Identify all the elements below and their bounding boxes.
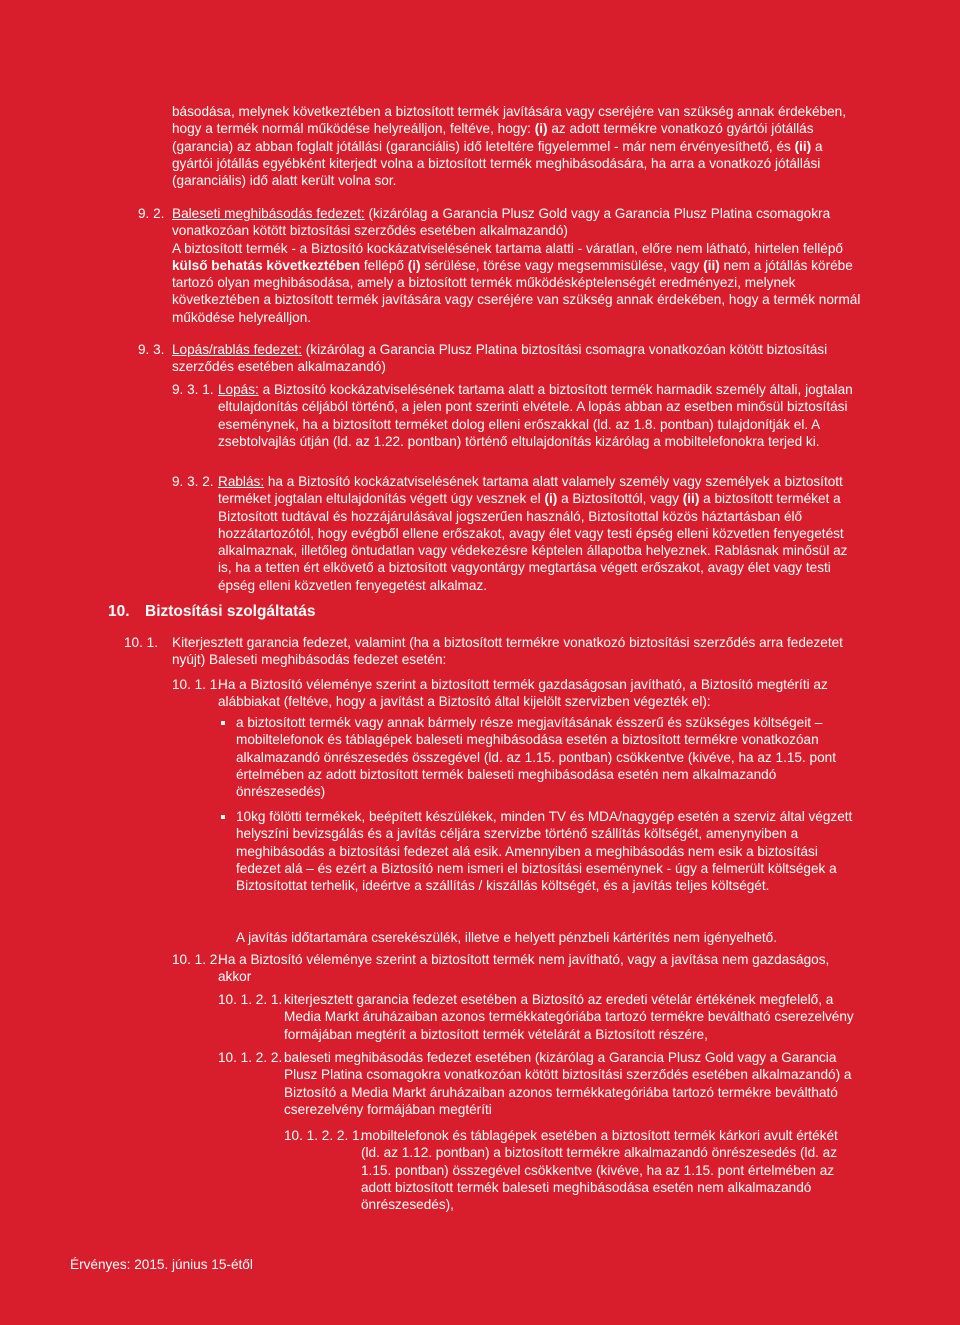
section-9-2-body-3: sérülése, törése vagy megsemmisülése, vagy: [420, 257, 704, 273]
section-9-3-2: [218, 473, 858, 594]
validity-footer: Érvényes: 2015. június 15-étől: [70, 1257, 253, 1272]
section-10-title: Biztosítási szolgáltatás: [145, 603, 316, 620]
section-9-3-1-title: Lopás:: [218, 382, 259, 397]
section-9-2-marker-i: (i): [407, 257, 421, 273]
section-10-1-1-text: Ha a Biztosító véleménye szerint a biztosított termék gazdaságosan javítható, a Biztosító megtéríti az alábbiakat (feltéve, hogy a javítást a Biztosító által kijelölt szervizben végezték el):: [218, 677, 828, 710]
section-10-1: [172, 634, 862, 669]
section-10-1-2-2-text: baleseti meghibásodás fedezet esetében (kizárólag a Garancia Plusz Gold vagy a Garancia Plusz Platina csomagokra vonatkozóan kötött biztosítási szerződés esetében alkalmazandó) a Biztosító a Media Markt áruházaiban azonos termékkategóriába tartozó termékre beváltható cserezelvény formájában megtéríti: [284, 1050, 852, 1117]
section-10-1-number: 10. 1.: [124, 635, 159, 650]
section-9-3-2-marker-ii: (ii): [682, 491, 700, 507]
section-10-1-2-1: [284, 991, 859, 1043]
intro-text-1: básodása, melynek következtében a biztosított termék javítására vagy cseréjére van szükség annak érdekében, hogy a termék normál működése helyreálljon, feltéve, hogy:: [172, 104, 847, 137]
bullet-icon: [221, 721, 225, 725]
section-9-2-bold: külső behatás következtében: [172, 257, 361, 273]
section-10-1-1: [218, 676, 858, 711]
section-10-1-2-1-number: 10. 1. 2. 1.: [218, 992, 283, 1007]
bullet-item-2-text: 10kg fölötti termékek, beépített készülékek, minden TV és MDA/nagygép esetén a szerviz által végzett helyszíni bevizsgálás és a javítás céljára szervizbe történő szállítás költségét, amenynyiben a meghibásodás a biztosítási fedezet alá esik. Amennyiben a meghibásodás nem esik a biztosítási fedezet alá – és ezért a Biztosító nem ismeri el biztosítási eseménynek - úgy a felmerült költségek a Biztosítottat terhelik, ideértve a szállítás / kiszállás költségét, és a javítás teljes költségét.: [236, 809, 853, 894]
section-9-2-lead: (kizárólag a Garancia Plusz Gold vagy a Garancia Plusz Platina csomagokra vonatkozóan kötött biztosítási szerződés esetében alkalmazandó): [172, 206, 831, 239]
section-9-3-lead: (kizárólag a Garancia Plusz Platina biztosítási csomagra vonatkozóan kötött biztosítási szerződés esetében alkalmazandó): [172, 342, 828, 375]
section-9-2-marker-ii: (ii): [703, 257, 720, 273]
section-10-number: 10.: [108, 603, 130, 620]
section-9-3-1-text: a Biztosító kockázatviselésének tartama alatt a biztosított termék harmadik személy általi, jogtalan eltulajdonítás céljából történő, a jelen pont szerinti elvétele. A lopás abban az esetben minősül biztosítási eseménynek, ha a biztosított terméket dolog elleni erőszakkal (ld. az 1.8. pontban) tulajdonítják el. A zsebtolvajlás útján (ld. az 1.22. pontban) történő eltulajdonítás kizárólag a mobiltelefonokra terjed ki.: [218, 382, 853, 449]
section-9-3: [172, 341, 862, 376]
section-9-2-body-2: fellépő: [360, 257, 408, 273]
section-10-1-2-2-1-number: 10. 1. 2. 2. 1.: [284, 1128, 364, 1143]
section-9-3-2-title: Rablás:: [218, 474, 265, 489]
section-10-1-1-number: 10. 1. 1.: [172, 677, 222, 692]
section-9-3-number: 9. 3.: [138, 342, 165, 357]
section-9-3-2-marker-i: (i): [544, 491, 558, 507]
intro-text-2: az adott termékre vonatkozó gyártói jótállás (garancia) az abban foglalt jótállási (garanciális) idő leteltére figyelemmel - már nem érvényesíthető, és: [172, 121, 814, 154]
section-9-3-2-text-3: a biztosított terméket a Biztosított tudtával és hozzájárulásával jogszerűen használó, Biztosítottal közös háztartásban élő hozzátartozótól, hogy evégből ellene erőszakot, avagy élet vagy testi épség elleni közvetlen fenyegetést alkalmaznak, illetőleg öntudatlan vagy védekezésre képtelen állapotba helyeznek. Rablásnak minősül az is, ha a tetten ért elkövető a biztosított vagyontárgy megtartása végett erőszakot, avagy élet vagy testi épség elleni közvetlen fenyegetést alkalmaz.: [218, 491, 848, 593]
section-9-2-number: 9. 2.: [138, 206, 165, 221]
intro-paragraph: [172, 103, 862, 189]
section-10-1-2-2-1: [361, 1127, 859, 1213]
section-9-2: [172, 205, 862, 326]
section-10-1-text: Kiterjesztett garancia fedezet, valamint (ha a biztosított termékre vonatkozó biztosítási szerződés arra fedezetet nyújt) Baleseti meghibásodás fedezet esetén:: [172, 635, 843, 668]
section-10-1-2-number: 10. 1. 2.: [172, 952, 222, 967]
section-10-1-2-text: Ha a Biztosító véleménye szerint a biztosított termék nem javítható, vagy a javítása nem gazdaságos, akkor: [218, 952, 830, 985]
section-10-1-1-note: [236, 929, 858, 946]
section-9-3-title: Lopás/rablás fedezet:: [172, 342, 302, 357]
bullet-icon: [221, 815, 225, 819]
intro-text-3: a gyártói jótállás egyébként kiterjedt volna a biztosított termék meghibásodására, ha arra a vonatkozó jótállási (garanciális) idő alatt került volna sor.: [172, 138, 823, 189]
section-9-3-2-text-1: ha a Biztosító kockázatviselésének tartama alatt valamely személy vagy személyek a biztosított terméket jogtalan eltulajdonítás végett úgy vesznek el: [218, 474, 843, 507]
bullet-item-1-text: a biztosított termék vagy annak bármely része megjavításának ésszerű és szükséges költségeit – mobiltelefonok és táblagépek baleseti meghibásodása esetén a biztosított termékre vonatkozóan alkalmazandó önrészesedés összegével (ld. az 1.15. pontban) csökkentve (kivéve, ha az 1.15. pont értelmében az adott biztosított termék baleseti meghibásodása esetén nem alkalmazandó önrészesedés): [236, 715, 836, 800]
section-9-3-2-number: 9. 3. 2.: [172, 474, 214, 489]
section-9-2-title: Baleseti meghibásodás fedezet:: [172, 206, 365, 221]
section-10-1-1-note-text: A javítás időtartamára cserekészülék, illetve e helyett pénzbeli kártérítés nem igényelhető.: [236, 930, 778, 945]
section-9-2-body-4: nem a jótállás körébe tartozó olyan meghibásodása, amely a biztosított termék működésképtelenségét eredményezi, melynek következtében a biztosított termék javítására vagy cseréjére van szükség annak érdekében, hogy a termék normál működése helyreálljon.: [172, 257, 861, 325]
section-10-1-2-1-text: kiterjesztett garancia fedezet esetében a Biztosító az eredeti vételár értékének megfelelő, a Media Markt áruházaiban azonos termékkategóriába tartozó termékre beváltható cserezelvény formájában megtérít a biztosított termék vételárát a Biztosított részére,: [284, 992, 854, 1042]
intro-marker-i: (i): [534, 121, 548, 137]
section-10-1-2-2-number: 10. 1. 2. 2.: [218, 1050, 283, 1065]
section-9-3-1: [218, 381, 858, 450]
section-9-3-1-number: 9. 3. 1.: [172, 382, 214, 397]
section-9-2-body-1: A biztosított termék - a Biztosító kockázatviselésének tartama alatti - váratlan, előre nem látható, hirtelen fellépő: [172, 240, 843, 256]
section-10-1-2-2-1-text: mobiltelefonok és táblagépek esetében a biztosított termék kárkori avult értékét (ld. az 1.12. pontban) a biztosított termékre alkalmazandó önrészesedés (ld. az 1.15. pontban) összegével csökkentve (kivéve, ha az 1.15. pont értelmében az adott biztosított termék baleseti meghibásodása esetén nem alkalmazandó önrészesedés),: [361, 1128, 838, 1213]
bullet-item-2: [236, 808, 858, 894]
section-9-3-2-text-2: a Biztosítottól, vagy: [557, 491, 683, 507]
bullet-item-1: [236, 714, 858, 800]
section-10-1-2-2: [284, 1049, 859, 1118]
section-10-1-2: [218, 951, 858, 986]
intro-marker-ii: (ii): [794, 138, 812, 154]
